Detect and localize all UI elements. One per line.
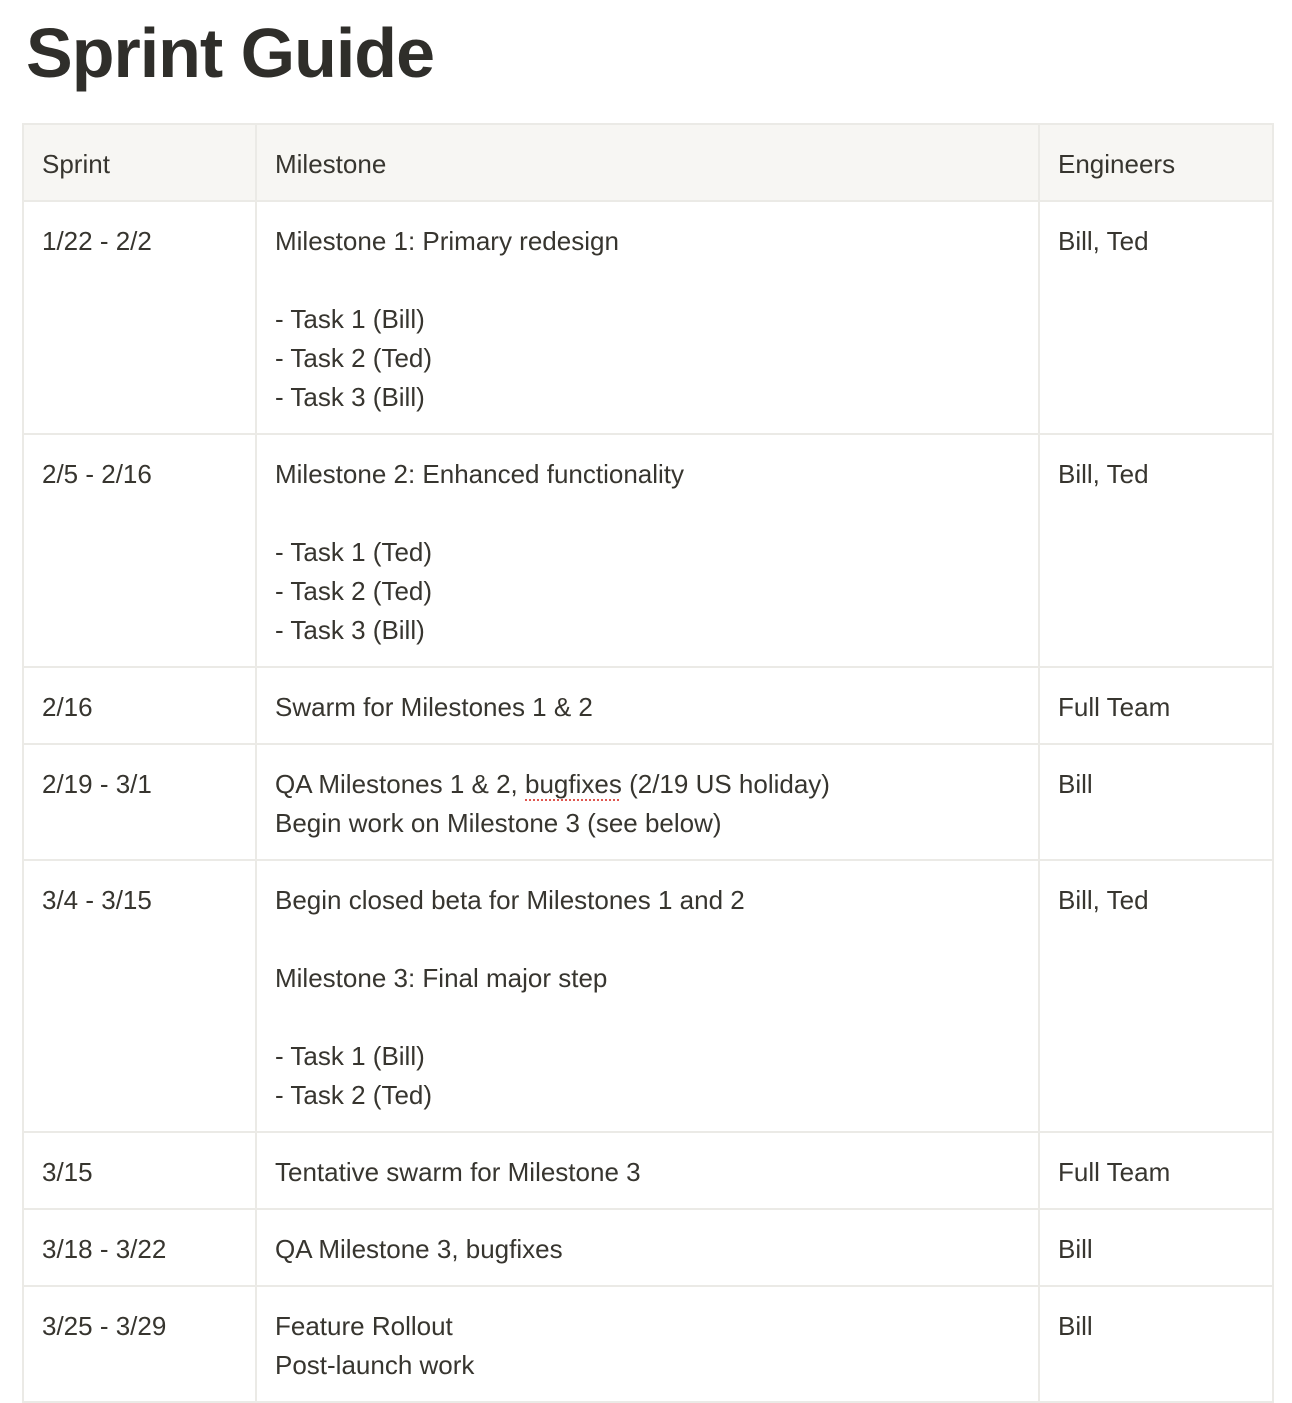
milestone-cell[interactable]: Feature Rollout Post-launch work bbox=[256, 1286, 1039, 1402]
table-row bbox=[23, 434, 1273, 667]
sprint-cell[interactable]: 3/4 - 3/15 bbox=[23, 860, 256, 1132]
milestone-cell[interactable]: Tentative swarm for Milestone 3 bbox=[256, 1132, 1039, 1209]
engineers-cell[interactable]: Full Team bbox=[1039, 667, 1273, 744]
table-row bbox=[23, 667, 1273, 744]
table-row bbox=[23, 860, 1273, 1132]
sprint-cell[interactable]: 2/5 - 2/16 bbox=[23, 434, 256, 667]
milestone-cell[interactable] bbox=[256, 744, 1039, 860]
sprint-cell[interactable]: 3/15 bbox=[23, 1132, 256, 1209]
sprint-table bbox=[22, 123, 1274, 1403]
engineers-cell[interactable]: Bill bbox=[1039, 744, 1273, 860]
header-engineers[interactable]: Engineers bbox=[1039, 124, 1273, 201]
milestone-cell[interactable]: Milestone 1: Primary redesign - Task 1 (Bill) - Task 2 (Ted) - Task 3 (Bill) bbox=[256, 201, 1039, 434]
header-milestone[interactable]: Milestone bbox=[256, 124, 1039, 201]
milestone-cell[interactable]: Begin closed beta for Milestones 1 and 2 Milestone 3: Final major step - Task 1 (Bill) - Task 2 (Ted) bbox=[256, 860, 1039, 1132]
header-row bbox=[23, 124, 1273, 201]
table-row bbox=[23, 1286, 1273, 1402]
milestone-cell[interactable]: Swarm for Milestones 1 & 2 bbox=[256, 667, 1039, 744]
milestone-cell[interactable]: QA Milestone 3, bugfixes bbox=[256, 1209, 1039, 1286]
table-row bbox=[23, 201, 1273, 434]
spellcheck-flagged-word[interactable]: bugfixes bbox=[525, 769, 622, 799]
table-row bbox=[23, 1209, 1273, 1286]
milestone-cell[interactable]: Milestone 2: Enhanced functionality - Task 1 (Ted) - Task 2 (Ted) - Task 3 (Bill) bbox=[256, 434, 1039, 667]
engineers-cell[interactable]: Full Team bbox=[1039, 1132, 1273, 1209]
sprint-cell[interactable]: 1/22 - 2/2 bbox=[23, 201, 256, 434]
engineers-cell[interactable]: Bill bbox=[1039, 1286, 1273, 1402]
engineers-cell[interactable]: Bill bbox=[1039, 1209, 1273, 1286]
sprint-cell[interactable]: 2/16 bbox=[23, 667, 256, 744]
sprint-cell[interactable]: 3/25 - 3/29 bbox=[23, 1286, 256, 1402]
milestone-text-start: QA Milestones 1 & 2, bbox=[275, 769, 526, 799]
table-row bbox=[23, 744, 1273, 860]
engineers-cell[interactable]: Bill, Ted bbox=[1039, 860, 1273, 1132]
table-row bbox=[23, 1132, 1273, 1209]
header-sprint[interactable]: Sprint bbox=[23, 124, 256, 201]
sprint-cell[interactable]: 3/18 - 3/22 bbox=[23, 1209, 256, 1286]
engineers-cell[interactable]: Bill, Ted bbox=[1039, 434, 1273, 667]
page-title[interactable]: Sprint Guide bbox=[26, 14, 434, 92]
milestone-text-end: (2/19 US holiday) Begin work on Milestone 3 (see below) bbox=[275, 769, 830, 838]
sprint-cell[interactable]: 2/19 - 3/1 bbox=[23, 744, 256, 860]
engineers-cell[interactable]: Bill, Ted bbox=[1039, 201, 1273, 434]
